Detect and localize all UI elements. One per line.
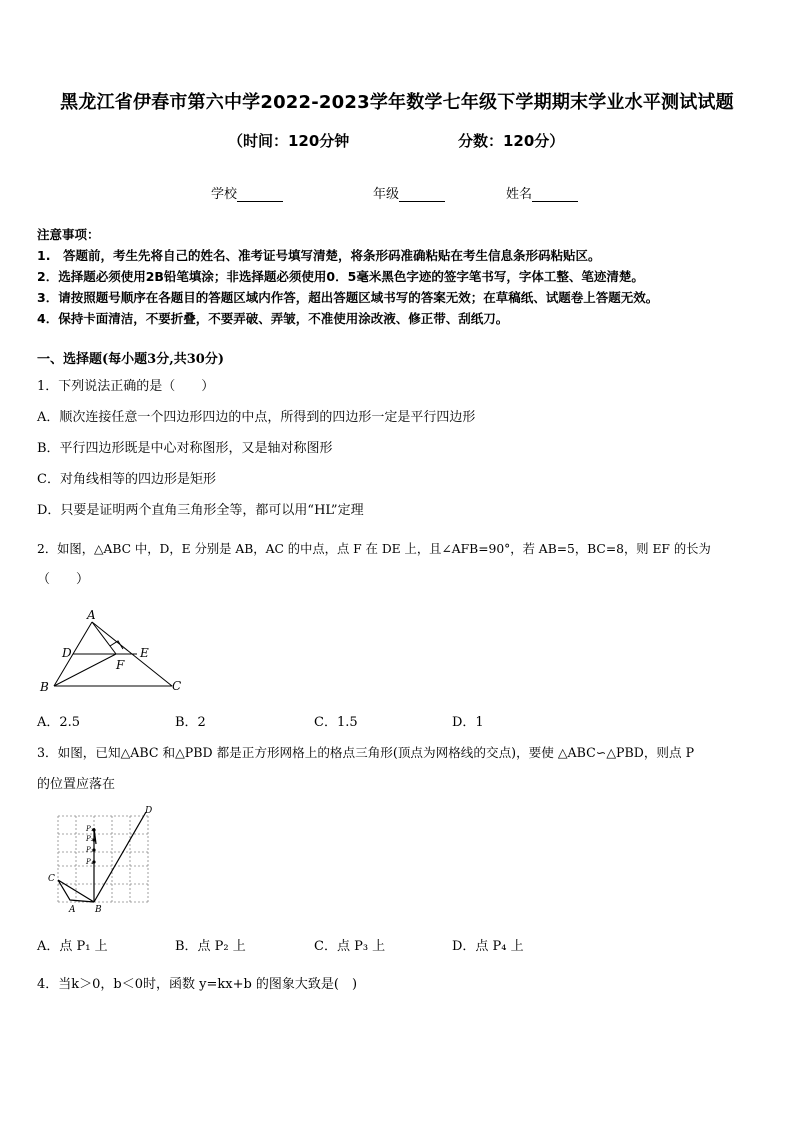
- q2-stem-line2: （ ）: [37, 572, 90, 587]
- label-c: C: [172, 679, 182, 693]
- label-p3: P₃: [86, 846, 94, 854]
- q1-option-b: B．平行四边形既是中心对称图形，又是轴对称图形: [37, 441, 333, 456]
- label-d: D: [145, 806, 153, 816]
- section-heading: 一、选择题(每小题3分,共30分): [37, 352, 224, 367]
- exam-title: 黑龙江省伊春市第六中学2022-2023学年数学七年级下学期期末学业水平测试试题: [60, 92, 734, 113]
- q4-stem: 4．当k＞0，b＜0时，函数 y=kx+b 的图象大致是( ): [37, 977, 358, 992]
- q3-stem-line2: 的位置应落在: [37, 777, 116, 792]
- notes-heading: 注意事项：: [37, 227, 100, 242]
- school-label: 学校: [211, 187, 238, 202]
- q2-triangle-figure: [36, 608, 186, 696]
- q2-option-c: C．1.5: [314, 715, 358, 730]
- q1-stem: 1．下列说法正确的是（ ）: [37, 379, 215, 394]
- q2-option-d: D．1: [452, 715, 484, 730]
- name-blank: [532, 189, 578, 202]
- q2-option-b: B．2: [175, 715, 206, 730]
- note-item: 3．请按照题号顺序在各题目的答题区域内作答，超出答题区域书写的答案无效；在草稿纸、试题卷上答题无效。: [37, 290, 659, 305]
- exam-time: （时间：120分钟: [228, 132, 350, 150]
- q1-option-d: D．只要是证明两个直角三角形全等，都可以用“HL”定理: [37, 503, 364, 518]
- exam-score: 分数：120分）: [458, 132, 565, 150]
- label-c: C: [48, 874, 55, 884]
- label-p4: P₄: [86, 858, 94, 866]
- note-item: 4．保持卡面清洁，不要折叠，不要弄破、弄皱，不准使用涂改液、修正带、刮纸刀。: [37, 311, 509, 326]
- notes-block: [37, 224, 658, 329]
- label-a: A: [69, 905, 76, 915]
- label-f: F: [116, 658, 125, 672]
- school-field: [211, 183, 283, 202]
- grade-field: [373, 183, 445, 202]
- label-b: B: [40, 680, 49, 694]
- q3-stem-line1: 3．如图，已知△ABC 和△PBD 都是正方形网格上的格点三角形(顶点为网格线的交点)，要使 △ABC∽△PBD，则点 P: [37, 745, 695, 760]
- label-b: B: [95, 905, 102, 915]
- q3-option-a: A．点 P₁ 上: [37, 939, 108, 954]
- q1-option-c: C．对角线相等的四边形是矩形: [37, 472, 216, 487]
- q1-option-a: A．顺次连接任意一个四边形四边的中点，所得到的四边形一定是平行四边形: [37, 410, 476, 425]
- label-p1: P₁: [86, 825, 94, 833]
- name-label: 姓名: [506, 187, 533, 202]
- note-item: 1. 答题前，考生先将自己的姓名、准考证号填写清楚，将条形码准确粘贴在考生信息条形码粘贴区。: [37, 248, 601, 263]
- q2-stem-line1: 2．如图，△ABC 中，D，E 分别是 AB，AC 的中点，点 F 在 DE 上，且∠AFB=90°，若 AB=5，BC=8，则 EF 的长为: [37, 542, 711, 556]
- label-d: D: [62, 646, 72, 660]
- q3-option-d: D．点 P₄ 上: [452, 939, 524, 954]
- label-p2: P₂: [86, 835, 94, 843]
- label-a: A: [87, 608, 96, 622]
- grade-label: 年级: [373, 187, 400, 202]
- q3-option-b: B．点 P₂ 上: [175, 939, 246, 954]
- label-e: E: [140, 646, 149, 660]
- q3-grid-figure: [42, 804, 160, 916]
- note-item: 2．选择题必须使用2B铅笔填涂；非选择题必须使用0．5毫米黑色字迹的签字笔书写，字体工整、笔迹清楚。: [37, 269, 644, 284]
- school-blank: [237, 189, 283, 202]
- q2-option-a: A．2.5: [37, 715, 81, 730]
- name-field: [506, 183, 578, 202]
- grade-blank: [399, 189, 445, 202]
- q3-option-c: C．点 P₃ 上: [314, 939, 386, 954]
